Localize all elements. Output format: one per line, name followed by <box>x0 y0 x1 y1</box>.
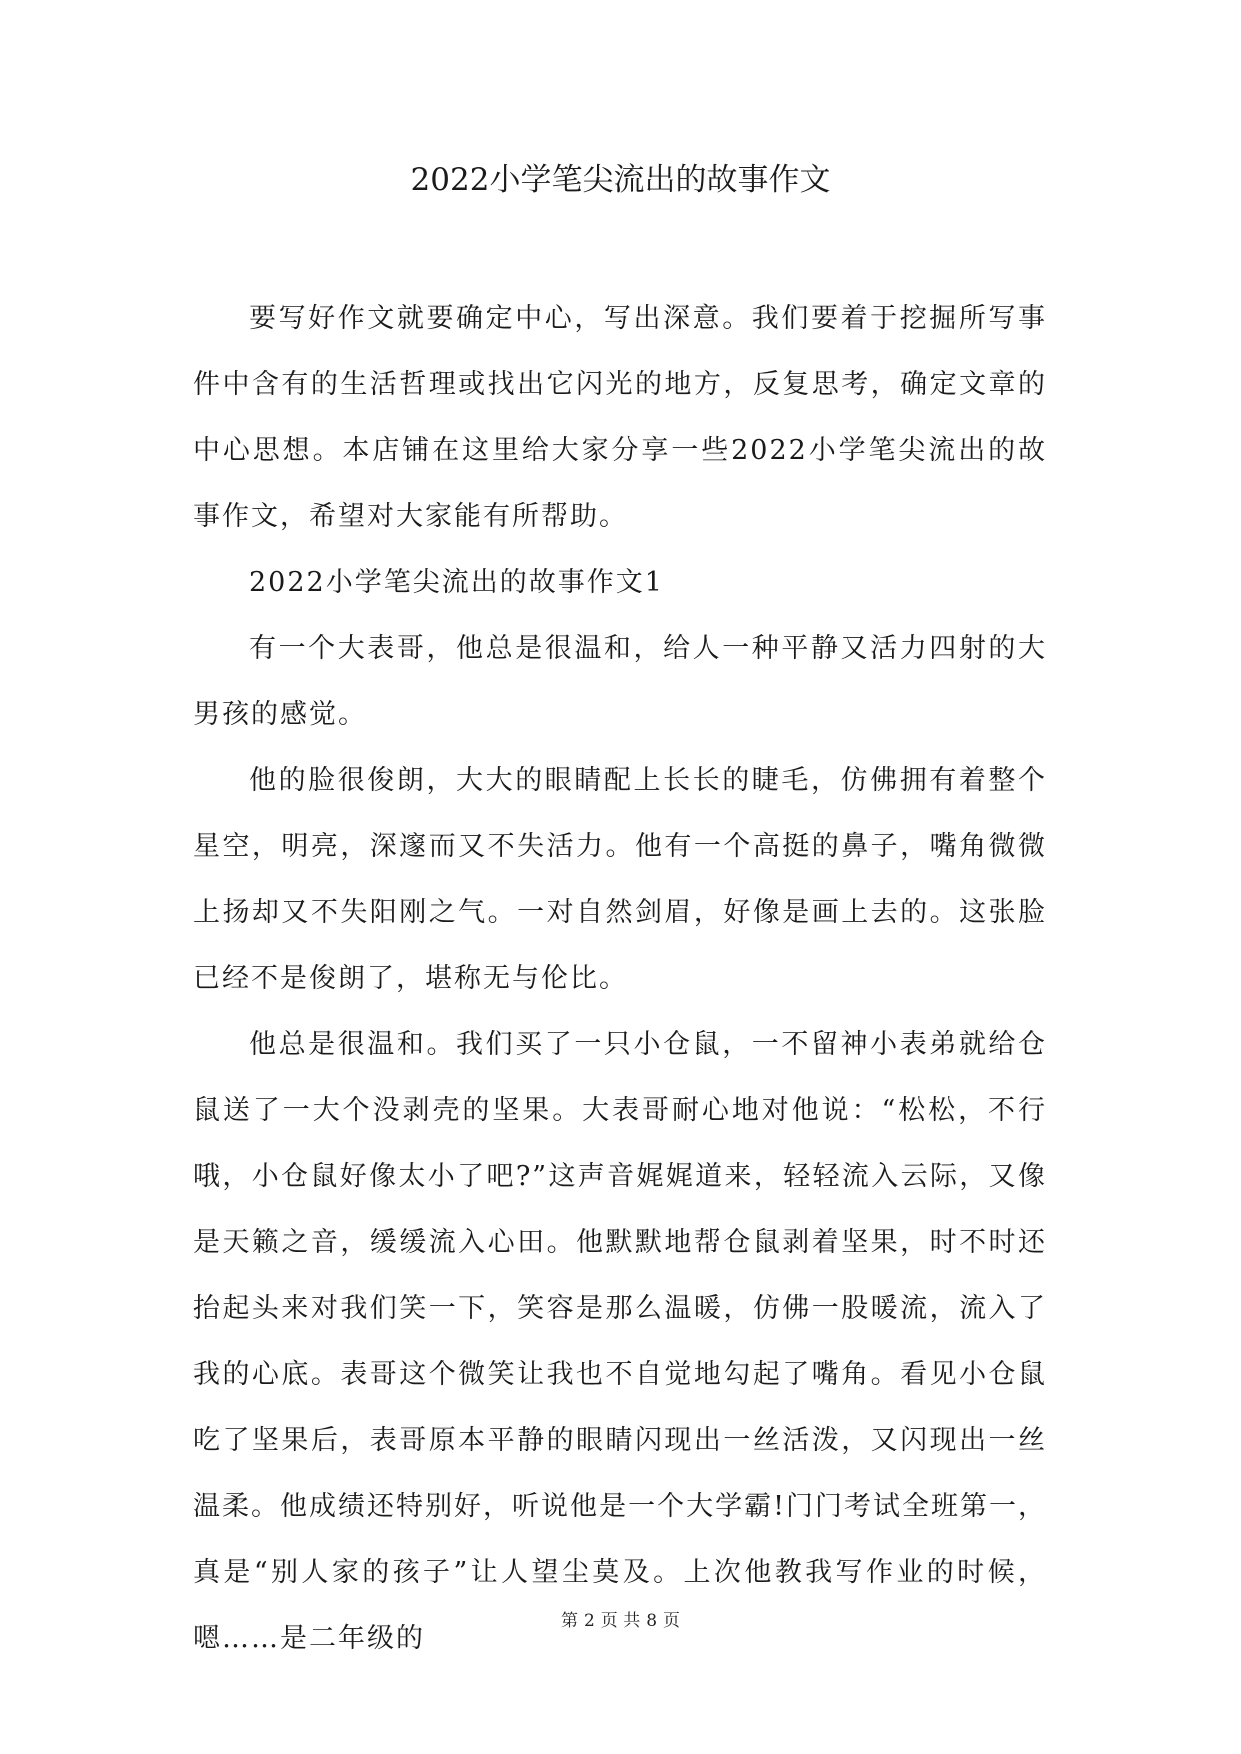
body-paragraph: 有一个大表哥，他总是很温和，给人一种平静又活力四射的大男孩的感觉。 <box>193 633 1047 730</box>
document-title: 2022小学笔尖流出的故事作文 <box>410 162 831 198</box>
footer-current-page: 2 <box>583 1611 595 1631</box>
body-paragraph: 他总是很温和。我们买了一只小仓鼠，一不留神小表弟就给仓鼠送了一大个没剥壳的坚果。大表哥耐心地对他说：“松松，不行哦，小仓鼠好像太小了吧?”这声音娓娓道来，轻轻流入云际，又像是天籁之音，缓缓流入心田。他默默地帮仓鼠剥着坚果，时不时还抬起头来对我们笑一下，笑容是那么温暖，仿佛一股暖流，流入了我的心底。表哥这个微笑让我也不自觉地勾起了嘴角。看见小仓鼠吃了坚果后，表哥原本平静的眼睛闪现出一丝活泼，又闪现出一丝温柔。他成绩还特别好，听说他是一个大学霸!门门考试全班第一，真是“别人家的孩子”让人望尘莫及。上次他教我写作业的时候，嗯……是二年级的 <box>193 1029 1047 1654</box>
footer-prefix: 第 <box>560 1611 578 1631</box>
footer-total-pages: 8 <box>646 1611 658 1631</box>
page-footer <box>0 1609 1241 1633</box>
body-paragraph: 他的脸很俊朗，大大的眼睛配上长长的睫毛，仿佛拥有着整个星空，明亮，深邃而又不失活力。他有一个高挺的鼻子，嘴角微微上扬却又不失阳刚之气。一对自然剑眉，好像是画上去的。这张脸已经不是俊朗了，堪称无与伦比。 <box>193 765 1047 994</box>
footer-middle: 页 共 <box>600 1611 641 1631</box>
intro-paragraph: 要写好作文就要确定中心，写出深意。我们要着于挖掘所写事件中含有的生活哲理或找出它闪光的地方，反复思考，确定文章的中心思想。本店铺在这里给大家分享一些2022小学笔尖流出的故事作文，希望对大家能有所帮助。 <box>193 303 1047 532</box>
document-body <box>193 286 1047 1672</box>
section-heading: 2022小学笔尖流出的故事作文1 <box>249 567 664 598</box>
footer-suffix: 页 <box>663 1611 681 1631</box>
